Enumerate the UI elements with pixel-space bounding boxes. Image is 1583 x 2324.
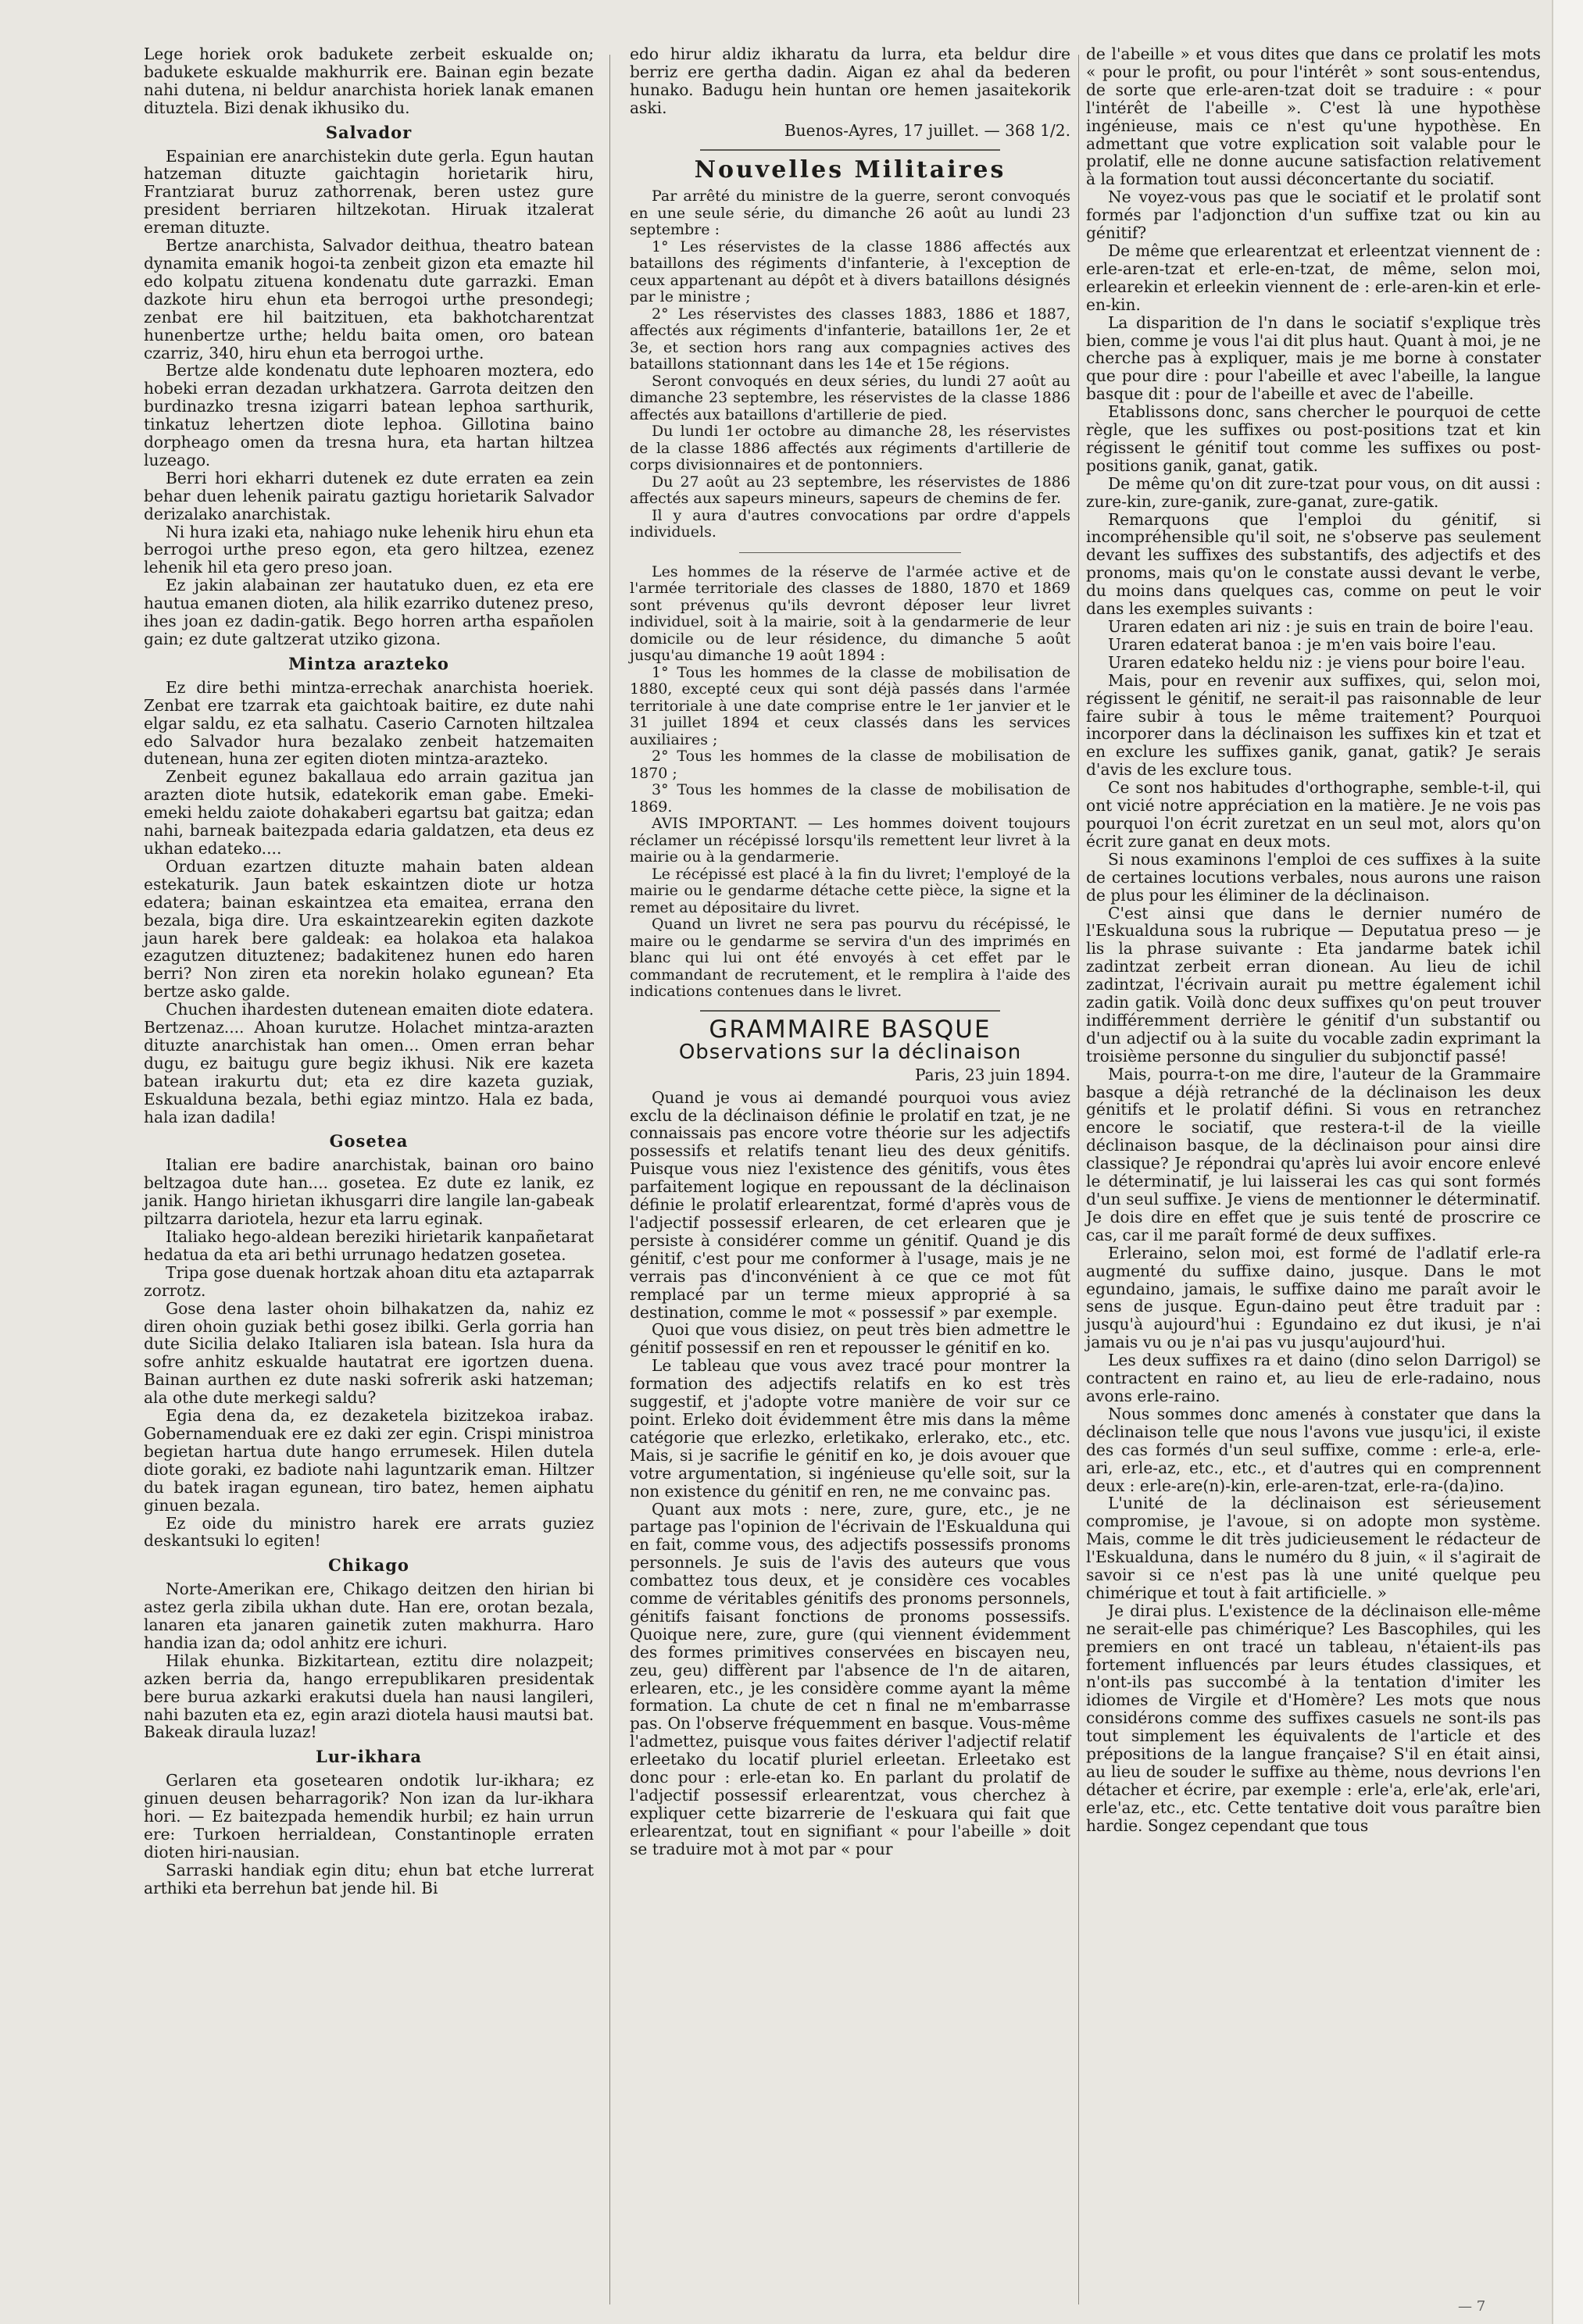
column-grammar-continued xyxy=(1086,45,1541,1835)
paragraph: 3° Tous les hommes de la classe de mobilisation de 1869. xyxy=(630,781,1070,816)
intro-paragraph: Lege horiek orok badukete zerbeit eskualde on; badukete eskualde makhurrik ere. Bainan egin bezate nahi dutena, ni beldur anarchista horiek lanak emanen dituztela. Bizi denak ikhusiko du. xyxy=(144,45,594,117)
paragraph: 2° Tous les hommes de la classe de mobilisation de 1870 ; xyxy=(630,748,1070,782)
paragraph: Par arrêté du ministre de la guerre, seront convoqués en une seule série, du dimanche 26 août au lundi 23 septembre : xyxy=(630,187,1070,239)
column-rule xyxy=(609,55,610,2304)
paragraph: Italiako hego-aldean bereziki hirietarik kanpañetarat hedatua da eta ari bethi urrunago hedatzen gosetea. xyxy=(144,1227,594,1264)
paragraph: Mais, pourra-t-on me dire, l'auteur de la Grammaire basque a déjà retranché de la déclinaison les deux génitifs et le prolatif défini. Si vous en retranchez encore le sociatif, que restera-t-il de la vieille déclinaison basque, de la déclinaison pour ainsi dire classique? Je répondrai qu'après lui avoir encore enlevé le déterminatif, je lui laisserai les cas qui sont formés d'un seul suffixe. Je viens de mentionner le déterminatif. Je dois dire en effet que je suis tenté de proscrire ce cas, car il me paraît formé de deux suffixes. xyxy=(1086,1064,1541,1244)
paragraph: Berri hori ekharri dutenek ez dute erraten ea zein behar duen lehenik pairatu gaztigu horietarik Salvador derizalako anarchistak. xyxy=(144,468,594,523)
paragraph: Ni hura izaki eta, nahiago nuke lehenik hiru ehun eta berrogoi urthe preso egon, eta gero hiltzea, ezenez lehenik hil eta gero preso joan. xyxy=(144,522,594,577)
paragraph: Quand je vous ai demandé pourquoi vous aviez exclu de la déclinaison définie le prolatif en tzat, je ne connaissais pas encore votre théorie sur les adjectifs possessifs et relatifs tenant lieu des deux génitifs. Puisque vous niez l'existence des génitifs, vous êtes parfaitement logique en repoussant de la déclinaison définie le prolatif erlearentzat, formé d'après vous de l'adjectif possessif erlearen, de cet erlearen que je persiste à considérer comme un génitif. Quand je dis génitif, c'est pour me conformer à l'usage, mais je ne verrais pas d'inconvénient à ce que ce mot fût remplacé par un terme mieux approprié à sa destination, comme le mot « possessif » par exemple. xyxy=(630,1087,1070,1322)
paragraph: Italian ere badire anarchistak, bainan oro baino beltzagoa dute han.... gosetea. Ez dute ez lanik, ez janik. Hango hirietan ikhusgarri dire langile lan-gabeak piltzarra dariotela, hezur eta larru eginak. xyxy=(144,1155,594,1229)
section-heading-gosetea: Gosetea xyxy=(329,1131,409,1151)
section-heading-lur-ikhara: Lur-ikhara xyxy=(316,1747,422,1767)
section-heading-militaires: Nouvelles Militaires xyxy=(694,155,1006,184)
column-rule xyxy=(1078,55,1079,2304)
section-heading-salvador: Salvador xyxy=(325,122,413,142)
paragraph: Les deux suffixes ra et daino (dino selon Darrigol) se contractent en raino et, au lieu de erle-radaino, nous avons erle-raino. xyxy=(1086,1351,1541,1405)
continuation-paragraph: edo hirur aldiz ikharatu da lurra, eta beldur dire berriz ere gertha dadin. Aigan ez ahal da bederen hunako. Badugu hein huntan ore hemen jasaitekorik aski. xyxy=(630,45,1070,117)
paragraph: Norte-Amerikan ere, Chikago deitzen den hirian bi astez gerla zibila ukhan dute. Han ere, orotan bezala, lanaren eta janaren gainetik zuten makhurra. Haro handia izan da; odol anhitz ere ichuri. xyxy=(144,1580,594,1652)
paragraph: De même qu'on dit zure-tzat pour vous, on dit aussi : zure-kin, zure-ganik, zure-ganat, zure-gatik. xyxy=(1086,473,1541,511)
paragraph: 1° Tous les hommes de la classe de mobilisation de 1880, excepté ceux qui sont déjà passés dans l'armée territoriale à une date comprise entre le 1er janvier et le 31 juillet 1894 et ceux classés dans les services auxiliaires ; xyxy=(630,663,1070,748)
paragraph: Gerlaren eta gosetearen ondotik lur-ikhara; ez ginuen deusen beharragorik? Non izan da lur-ikhara hori. — Ez baitezpada hemendik hurbil; ez hain urrun ere: Turkoen herrialdean, Constantinople erraten dioten hiri-nausian. xyxy=(144,1771,594,1862)
paragraph: C'est ainsi que dans le dernier numéro de l'Eskualduna sous la rubrique — Deputatua preso — je lis la phrase suivante : Eta jandarme batek ichil zadintzat zerbeit erran dionean. Au lieu de ichil zadintzat, l'écrivain aurait pu mettre également ichil zadin gatik. Voilà donc deux suffixes qu'on peut trouver indifféremment derrière le génitif d'un substantif ou d'un adjectif ou à la suite du vocable zadin exprimant la troisième personne du singulier du subjonctif passé! xyxy=(1086,903,1541,1066)
paragraph: Egia dena da, ez dezaketela bizitzekoa irabaz. Gobernamenduak ere ez daki zer egin. Crispi ministroa begietan hartua dute hango errumesek. Hilen dutela diote goraki, ez badiote nahi laguntzarik eman. Hiltzer du batek iragan egunean, tiro batez, hemen aiphatu ginuen bezala. xyxy=(144,1406,594,1515)
paragraph: Les hommes de la réserve de l'armée active et de l'armée territoriale des classes de 1880, 1870 et 1869 sont prévenus qu'ils devront déposer leur livret individuel, soit à la mairie, soit à la gendarmerie de leur domicile ou de leur résidence, du dimanche 5 août jusqu'au dimanche 19 août 1894 : xyxy=(630,562,1070,665)
article-subtitle: Observations sur la déclinaison xyxy=(678,1040,1022,1064)
separator xyxy=(700,149,1000,151)
paragraph: Il y aura d'autres convocations par ordre d'appels individuels. xyxy=(630,506,1070,541)
paragraph: Gose dena laster ohoin bilhakatzen da, nahiz ez diren ohoin guziak bethi gosez ibilki. Gerla gorria han dute Sicilia delako Italiaren isla batean. Isla hura da sofre anhitz eskualde hautatrat ere igortzen duena. Bainan aurthen ez dute naski sofrerik aski hatzeman; ala othe dute merkegi saldu? xyxy=(144,1298,594,1408)
paragraph: Hilak ehunka. Bizkitartean, eztitu dire nolazpeit; azken berria da, hango errepublikaren presidentak bere burua azkarki erakutsi duela han nausi langileri, nahi bazuten eta ez, egin arazi diotela hausi mautsi bat. Bakeak diraula luzaz! xyxy=(144,1651,594,1742)
example-line: Uraren edateko heldu niz : je viens pour boire l'eau. xyxy=(1108,652,1526,672)
paragraph: Si nous examinons l'emploi de ces suffixes à la suite de certaines locutions verbales, nous aurons une raison de plus pour les éliminer de la déclinaison. xyxy=(1086,849,1541,905)
paragraph: La disparition de l'n dans le sociatif s'explique très bien, comme je vous l'ai dit plus haut. Quant à moi, je ne cherche pas à expliquer, mais je me borne à constater que pour dire : pour l'abeille et avec l'abeille, la langue basque dit : pour de l'abeille et avec de l'abeille. xyxy=(1086,312,1541,404)
paragraph: Etablissons donc, sans chercher le pourquoi de cette règle, que les suffixes ou post-positions tzat et kin régissent le génitif tout comme les suffixes ou post-positions ganik, ganat, gatik. xyxy=(1086,402,1541,475)
paragraph: Ez jakin alabainan zer hautatuko duen, ez eta ere hautua emanen dioten, ala hilik ezarriko dutenez preso, ihes joan ez dadin-gatik. Bego horren artha españolen gain; ez dute galtzerat utziko gizona. xyxy=(144,576,594,648)
example-line: Uraren edaterat banoa : je m'en vais boire l'eau. xyxy=(1108,634,1496,654)
paragraph: Remarquons que l'emploi du génitif, si incompréhensible qu'il soit, ne s'observe pas seulement devant les suffixes des substantifs, des adjectifs et des pronoms, mais qu'on le constate aussi devant le verbe, du moins dans quelques cas, comme on peut le voir dans les exemples suivants : xyxy=(1086,509,1541,619)
paragraph: Erleraino, selon moi, est formé de l'adlatif erle-ra augmenté du suffixe daino, jusque. Dans le mot egundaino, jamais, le suffixe daino me paraît avoir le sens de jusque. Egun-daino peut être traduit par : jusqu'à aujourd'hui : Egundaino ez dut ikusi, je n'ai jamais vu ou je n'ai pas vu jusqu'aujourd'hui. xyxy=(1086,1243,1541,1352)
page-edge xyxy=(1552,0,1583,2324)
paragraph: Quant aux mots : nere, zure, gure, etc., je ne partage pas l'opinion de l'écrivain de l'Eskualduna qui en fait, comme vous, des adjectifs possessifs pronoms personnels. Je suis de l'avis des auteurs que vous combattez tous deux, et je considère ces vocables comme de véritables génitifs des pronoms personnels, génitifs faisant fonctions de pronoms possessifs. Quoique nere, zure, gure (qui viennent évidemment des formes primitives conservées en biscayen neu, zeu, geu) diffèrent par l'absence de l'n de aitaren, erlearen, etc., je les considère comme ayant la même formation. La chute de cet n final ne m'embarrasse pas. On l'observe fréquemment en basque. Vous-même l'admettez, puisque vous faites dériver l'adjectif relatif erleetako du locatif pluriel erleetan. Erleetako est donc pour : erle-etan ko. En parlant du prolatif de l'adjectif possessif erlearentzat, vous cherchez à expliquer cette bizarrerie de l'eskuara qui fait que erlearentzat, tout en signifiant « pour l'abeille » doit se traduire mot à mot par « pour xyxy=(630,1499,1070,1858)
paragraph: 1° Les réservistes de la classe 1886 affectés aux bataillons des régiments d'infanterie, à l'exception de ceux appartenant au dépôt et à divers bataillons désignés par le ministre ; xyxy=(630,237,1070,306)
paragraph: Ce sont nos habitudes d'orthographe, semble-t-il, qui ont vicié notre appréciation en la matière. Je ne vois pas pourquoi l'on écrit zuretzat en un seul mot, alors qu'on écrit zure ganat en deux mots. xyxy=(1086,778,1541,851)
paragraph: Du lundi 1er octobre au dimanche 28, les réservistes de la classe 1886 affectés aux régiments d'artillerie de corps divisionnaires et de pontonniers. xyxy=(630,423,1070,474)
paragraph: Ez oide du ministro harek ere arrats guziez deskantsuki lo egiten! xyxy=(144,1513,594,1551)
column-military-grammar xyxy=(630,45,1070,1858)
separator xyxy=(739,552,961,553)
paragraph: Orduan ezartzen dituzte mahain baten aldean estekaturik. Jaun batek eskaintzen diote ur hotza edatera; bainan eskaintzea eta emaitea, errana den bezala, biga dire. Ura eskaintzearekin egiten dazkote jaun harek bere galdeak: ea holakoa eta halakoa ezagutzen dituztenez; badakitenez hunen edo haren berri? Non ziren eta norekin holako egunean? Eta bertze asko galde. xyxy=(144,856,594,1001)
paragraph: Ez dire bethi mintza-errechak anarchista hoeriek. Zenbat ere tzarrak eta gaichtoak baitire, ez dute nahi elgar saldu, ez eta salhatu. Caserio Carnoten hiltzalea edo Salvador hura bezalako zenbeit hatzemaiten dutenean, huna zer egiten dioten mintza-arazteko. xyxy=(144,677,594,769)
paragraph: Quand un livret ne sera pas pourvu du récépissé, le maire ou le gendarme se servira d'un des imprimés en blanc qui lui ont été envoyés à cet effet par le commandant de recrutement, et le remplira à l'aide des indications contenues dans le livret. xyxy=(630,916,1070,1001)
example-line: Uraren edaten ari niz : je suis en train de boire l'eau. xyxy=(1108,617,1534,636)
paragraph: Chuchen ihardesten dutenean emaiten diote edatera. Bertzenaz.... Ahoan kurutze. Holachet mintza-arazten dituzte anarchistak han omen... Omen erran behar dugu, ez baitugu gure begiz ikhusi. Nik ere kazeta batean irakurtu dut; eta ez dire kazeta guziak, Eskualduna bezala, bethi egiaz mintzo. Hala ez bada, hala izan dadila! xyxy=(144,1000,594,1126)
paragraph: Bertze anarchista, Salvador deithua, theatro batean dynamita emanik hogoi-ta zenbeit gizon eta emazte hil edo kolpatu zituena kondenatu dute garrazki. Eman dazkote hiru ehun eta berrogoi urthe presondegi; zenbat ere hil baitzituen, eta bakhotcharentzat hunenbertze urthe; heldu baita omen, oro batean czarriz, 340, hiru ehun eta berrogoi urthe. xyxy=(144,236,594,362)
paragraph: L'unité de la déclinaison est sérieusement compromise, je l'avoue, si on adopte mon système. Mais, comme le dit très judicieusement le rédacteur de l'Eskualduna, dans le numéro du 8 juin, « il s'agirait de savoir si ce n'est pas là une unité quelque peu chimérique et tout à fait artificielle. » xyxy=(1086,1494,1541,1602)
column-basque-news xyxy=(144,45,594,1897)
paragraph: De même que erlearentzat et erleentzat viennent de : erle-aren-tzat et erle-en-tzat, de même, selon moi, erlearekin et erleekin viennent de : erle-aren-kin et erle-en-kin. xyxy=(1086,241,1541,314)
dateline: Paris, 23 juin 1894. xyxy=(914,1065,1070,1084)
paragraph: Seront convoqués en deux séries, du lundi 27 août au dimanche 23 septembre, les réservistes de la classe 1886 affectés aux bataillons d'artillerie de pied. xyxy=(630,372,1070,423)
section-heading-grammaire: GRAMMAIRE BASQUE xyxy=(709,1015,992,1044)
paragraph: Le tableau que vous avez tracé pour montrer la formation des adjectifs relatifs en ko est très suggestif, et j'adopte votre manière de voir sur ce point. Erleko doit évidemment être mis dans la même catégorie que erlezko, erletikako, erlerako, etc., etc. Mais, si je sacrifie le génitif en ko, je dois avouer que votre argumentation, si ingénieuse qu'elle soit, sur la non existence du génitif en ren, ne me convainc pas. xyxy=(630,1356,1070,1501)
paragraph: Le récépissé est placé à la fin du livret; l'employé de la mairie ou le gendarme détache cette pièce, la signe et la remet au dépositaire du livret. xyxy=(630,865,1070,916)
paragraph: Mais, pour en revenir aux suffixes, qui, selon moi, régissent le génitif, ne serait-il pas raisonnable de leur faire subir à tous le même traitement? Pourquoi incorporer dans la déclinaison les suffixes kin et tzat et en exclure les suffixes ganik, ganat, gatik? Je serais d'avis de les exclure tous. xyxy=(1086,670,1541,780)
paragraph: Ne voyez-vous pas que le sociatif et le prolatif sont formés par l'adjonction d'un suffixe tzat ou kin au génitif? xyxy=(1086,187,1541,243)
paragraph: Espainian ere anarchistekin dute gerla. Egun hautan hatzeman dituzte gaichtagin horietarik hiru, Frantziarat buruz zathorrenak, beren ustez gure president berriaren hiltzekotan. Hiruak itzalerat ereman dituzte. xyxy=(144,146,594,237)
signature: Buenos-Ayres, 17 juillet. — 368 1/2. xyxy=(784,120,1070,140)
paragraph: Quoi que vous disiez, on peut très bien admettre le génitif possessif en ren et repousser le génitif en ko. xyxy=(630,1320,1070,1358)
paragraph: Nous sommes donc amenés à constater que dans la déclinaison telle que nous l'avons vue jusqu'ici, il existe des cas formés d'un seul suffixe, comme : erle-a, erle-ari, erle-az, etc., etc., et d'autres qui en comprennent deux : erle-are(n)-kin, erle-aren-tzat, erle-ra-(da)ino. xyxy=(1086,1404,1541,1495)
paragraph: Zenbeit egunez bakallaua edo arrain gazitua jan arazten diote hutsik, edatekorik eman gabe. Emeki-emeki heldu zaiote dohakaberi egartsu bat gaitza; edan nahi, barneak baitezpada edaria galdatzen, eta deus ez ukhan edateko.... xyxy=(144,767,594,858)
paragraph: Sarraski handiak egin ditu; ehun bat etche lurrerat arthiki eta berrehun bat jende hil. Bi xyxy=(144,1860,594,1897)
paragraph: de l'abeille » et vous dites que dans ce prolatif les mots « pour le profit, ou pour l'intérêt » sont sous-entendus, de sorte que erle-aren-tzat doit se traduire : « pour l'intérêt de l'abeille ». C'est là une hypothèse ingénieuse, mais ce n'est qu'une hypothèse. En admettant que votre explication soit valable pour le prolatif, elle ne donne aucune satisfaction relativement à la formation tout aussi déconcertante du sociatif. xyxy=(1086,45,1541,189)
paragraph: Je dirai plus. L'existence de la déclinaison elle-même ne serait-elle pas chimérique? Les Bascophiles, qui les premiers en ont tracé un tableau, n'étaient-ils pas fortement influencés par leurs études classiques, et n'ont-ils pas succombé à la tentation d'imiter les idiomes de Virgile et d'Homère? Les mots que nous considérons comme des suffixes casuels ne sont-ils pas tout simplement les équivalents de l'article et des prépositions de la langue française? S'il en était ainsi, au lieu de souder le suffixe au thème, nous devrions l'en détacher et écrire, par exemple : erle'a, erle'ak, erle'ari, erle'az, etc., etc. Cette tentative doit vous paraître bien hardie. Songez cependant que tous xyxy=(1086,1601,1541,1835)
separator xyxy=(700,1010,1000,1012)
military-notices xyxy=(630,188,1070,1001)
paragraph: AVIS IMPORTANT. — Les hommes doivent toujours réclamer un récépissé lorsqu'ils remettent leur livret à la mairie ou à la gendarmerie. xyxy=(630,815,1070,866)
section-heading-chikago: Chikago xyxy=(328,1555,409,1576)
page-mark: — 7 xyxy=(1458,2298,1486,2315)
paragraph: 2° Les réservistes des classes 1883, 1886 et 1887, affectés aux régiments d'infanterie, bataillons 1er, 2e et 3e, et section hors rang aux compagnies actives des bataillons stationnant dans les 14e et 15e régions. xyxy=(630,305,1070,373)
section-heading-mintza: Mintza arazteko xyxy=(288,653,449,673)
paragraph: Tripa gose duenak hortzak ahoan ditu eta aztaparrak zorrotz. xyxy=(144,1262,594,1300)
paragraph: Du 27 août au 23 septembre, les réservistes de 1886 affectés aux sapeurs mineurs, sapeurs de chemins de fer. xyxy=(630,473,1070,508)
paragraph: Bertze alde kondenatu dute lephoaren moztera, edo hobeki erran dezadan urkhatzera. Garrota deitzen den burdinazko tresna izigarri batean lephoa sarthurik, tinkatuz lehertzen diote lephoa. Gillotina baino dorpheago omen da tresna hura, eta hartan hiltzea luzeago. xyxy=(144,361,594,469)
